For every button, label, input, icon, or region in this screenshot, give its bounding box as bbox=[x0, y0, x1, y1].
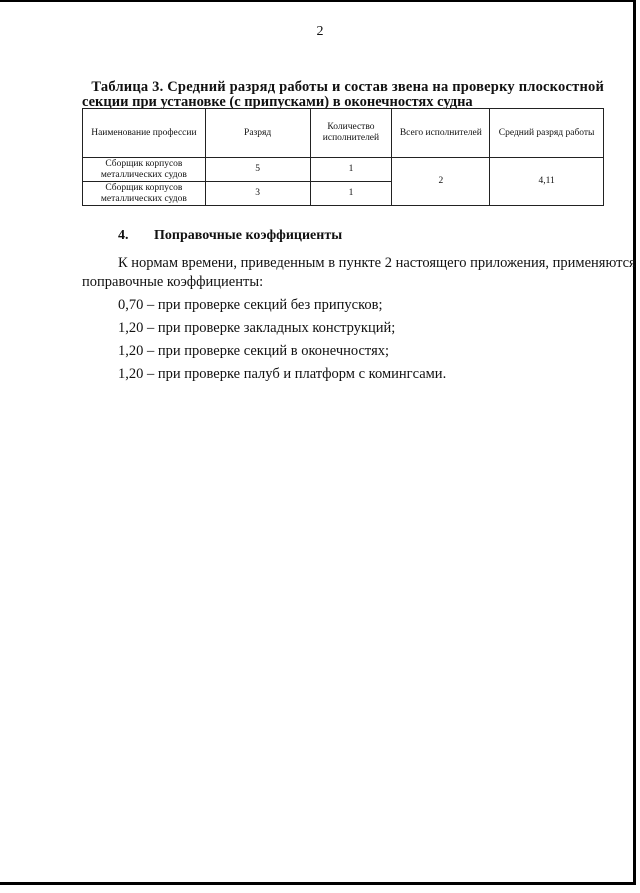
coefficient-item: 1,20 – при проверке закладных конструкций; bbox=[118, 320, 396, 336]
coefficient-item: 1,20 – при проверке секций в оконечностях; bbox=[118, 343, 390, 359]
coefficient-item: 0,70 – при проверке секций без припусков; bbox=[118, 297, 383, 313]
header-profession: Наименование профессии bbox=[83, 109, 206, 158]
intro-line-1: К нормам времени, приведенным в пункте 2 настоящего приложения, применяются bbox=[118, 255, 636, 271]
table-caption bbox=[82, 80, 604, 110]
header-count: Количество исполнителей bbox=[310, 109, 392, 158]
table-row bbox=[83, 158, 604, 182]
section-number: 4. bbox=[118, 228, 129, 243]
cell-count: 1 bbox=[310, 158, 392, 182]
coefficient-item: 1,20 – при проверке палуб и платформ с комингсами. bbox=[118, 366, 447, 382]
caption-line-2: секции при установке (с припусками) в оконечностях судна bbox=[82, 94, 473, 110]
table-header-row bbox=[83, 109, 604, 158]
page-number: 2 bbox=[316, 24, 324, 39]
cell-grade: 5 bbox=[205, 158, 310, 182]
cell-avg-grade: 4,11 bbox=[490, 158, 604, 206]
header-avg-grade: Средний разряд работы bbox=[490, 109, 604, 158]
caption-line-1: Таблица 3. Средний разряд работы и состав звена на проверку плоскостной bbox=[91, 79, 604, 95]
section-title: Поправочные коэффициенты bbox=[154, 228, 343, 243]
header-total: Всего исполнителей bbox=[392, 109, 490, 158]
crew-table bbox=[82, 108, 604, 206]
intro-line-2: поправочные коэффициенты: bbox=[82, 274, 264, 290]
cell-profession: Сборщик корпусов металлических судов bbox=[83, 182, 206, 206]
cell-total: 2 bbox=[392, 158, 490, 206]
cell-count: 1 bbox=[310, 182, 392, 206]
header-grade: Разряд bbox=[205, 109, 310, 158]
cell-profession: Сборщик корпусов металлических судов bbox=[83, 158, 206, 182]
cell-grade: 3 bbox=[205, 182, 310, 206]
